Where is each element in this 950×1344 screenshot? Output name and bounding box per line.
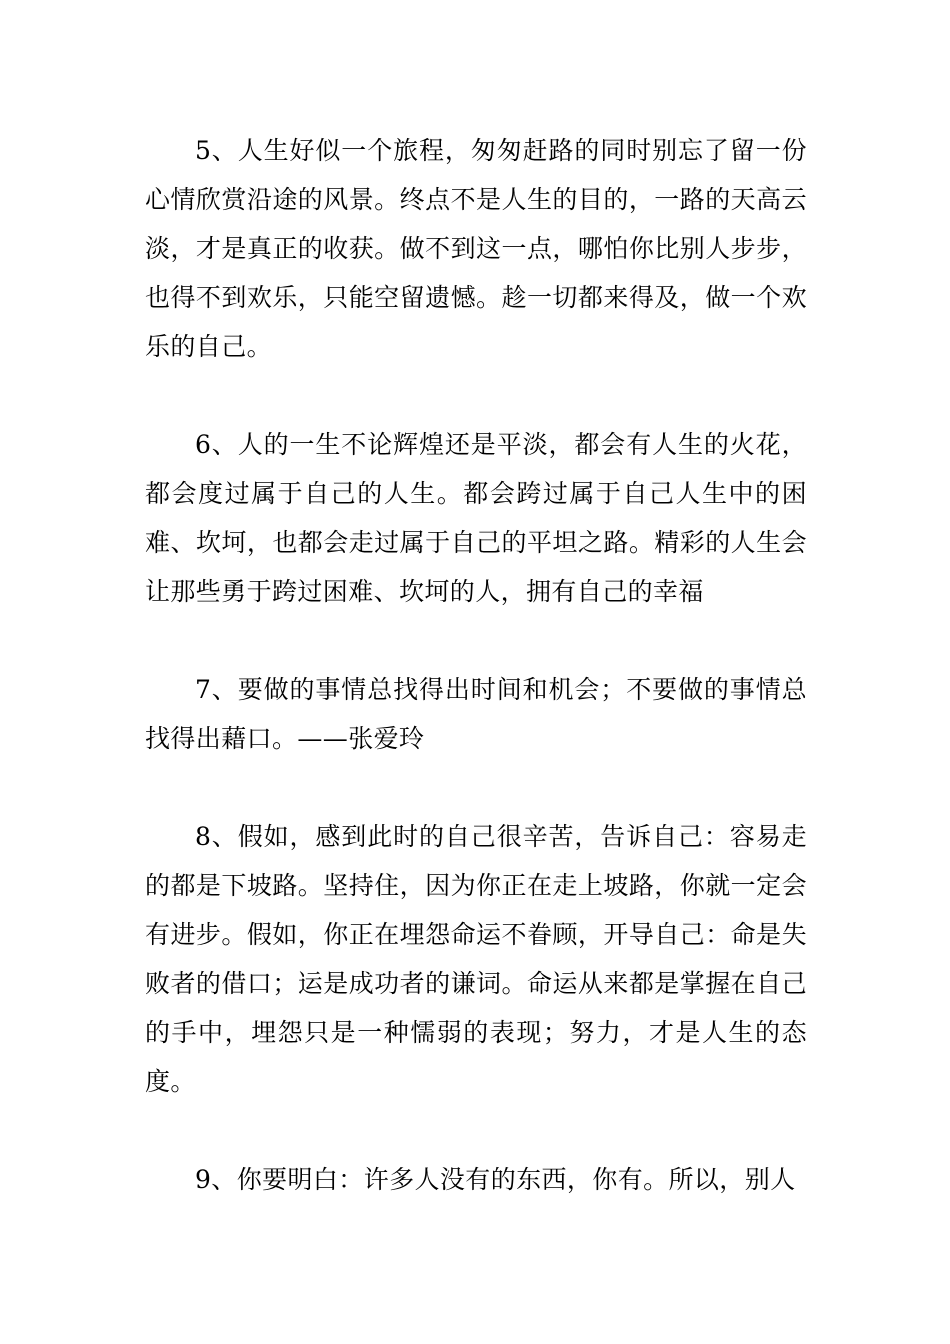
paragraph-6: 6、人的一生不论辉煌还是平淡，都会有人生的火花，都会度过属于自己的人生。都会跨过属于自己人生中的困难、坎坷，也都会走过属于自己的平坦之路。精彩的人生会让那些勇于跨过困难、坎坷的人，拥有自己的幸福 — [145, 430, 807, 606]
paragraph-9: 9、你要明白：许多人没有的东西，你有。所以，别人 — [195, 1165, 796, 1194]
paragraph-7: 7、要做的事情总找得出时间和机会；不要做的事情总找得出藉口。——张爱玲 — [145, 675, 807, 753]
paragraph-8: 8、假如，感到此时的自己很辛苦，告诉自己：容易走的都是下坡路。坚持住，因为你正在走上坡路，你就一定会有进步。假如，你正在埋怨命运不眷顾，开导自己：命是失败者的借口；运是成功者的谦词。命运从来都是掌握在自己的手中，埋怨只是一种懦弱的表现；努力，才是人生的态度。 — [145, 822, 807, 1096]
document-page — [145, 126, 807, 1204]
paragraph-5: 5、人生好似一个旅程，匆匆赶路的同时别忘了留一份心情欣赏沿途的风景。终点不是人生的目的，一路的天高云淡，才是真正的收获。做不到这一点，哪怕你比别人步步，也得不到欢乐，只能空留遗憾。趁一切都来得及，做一个欢乐的自己。 — [145, 136, 807, 361]
